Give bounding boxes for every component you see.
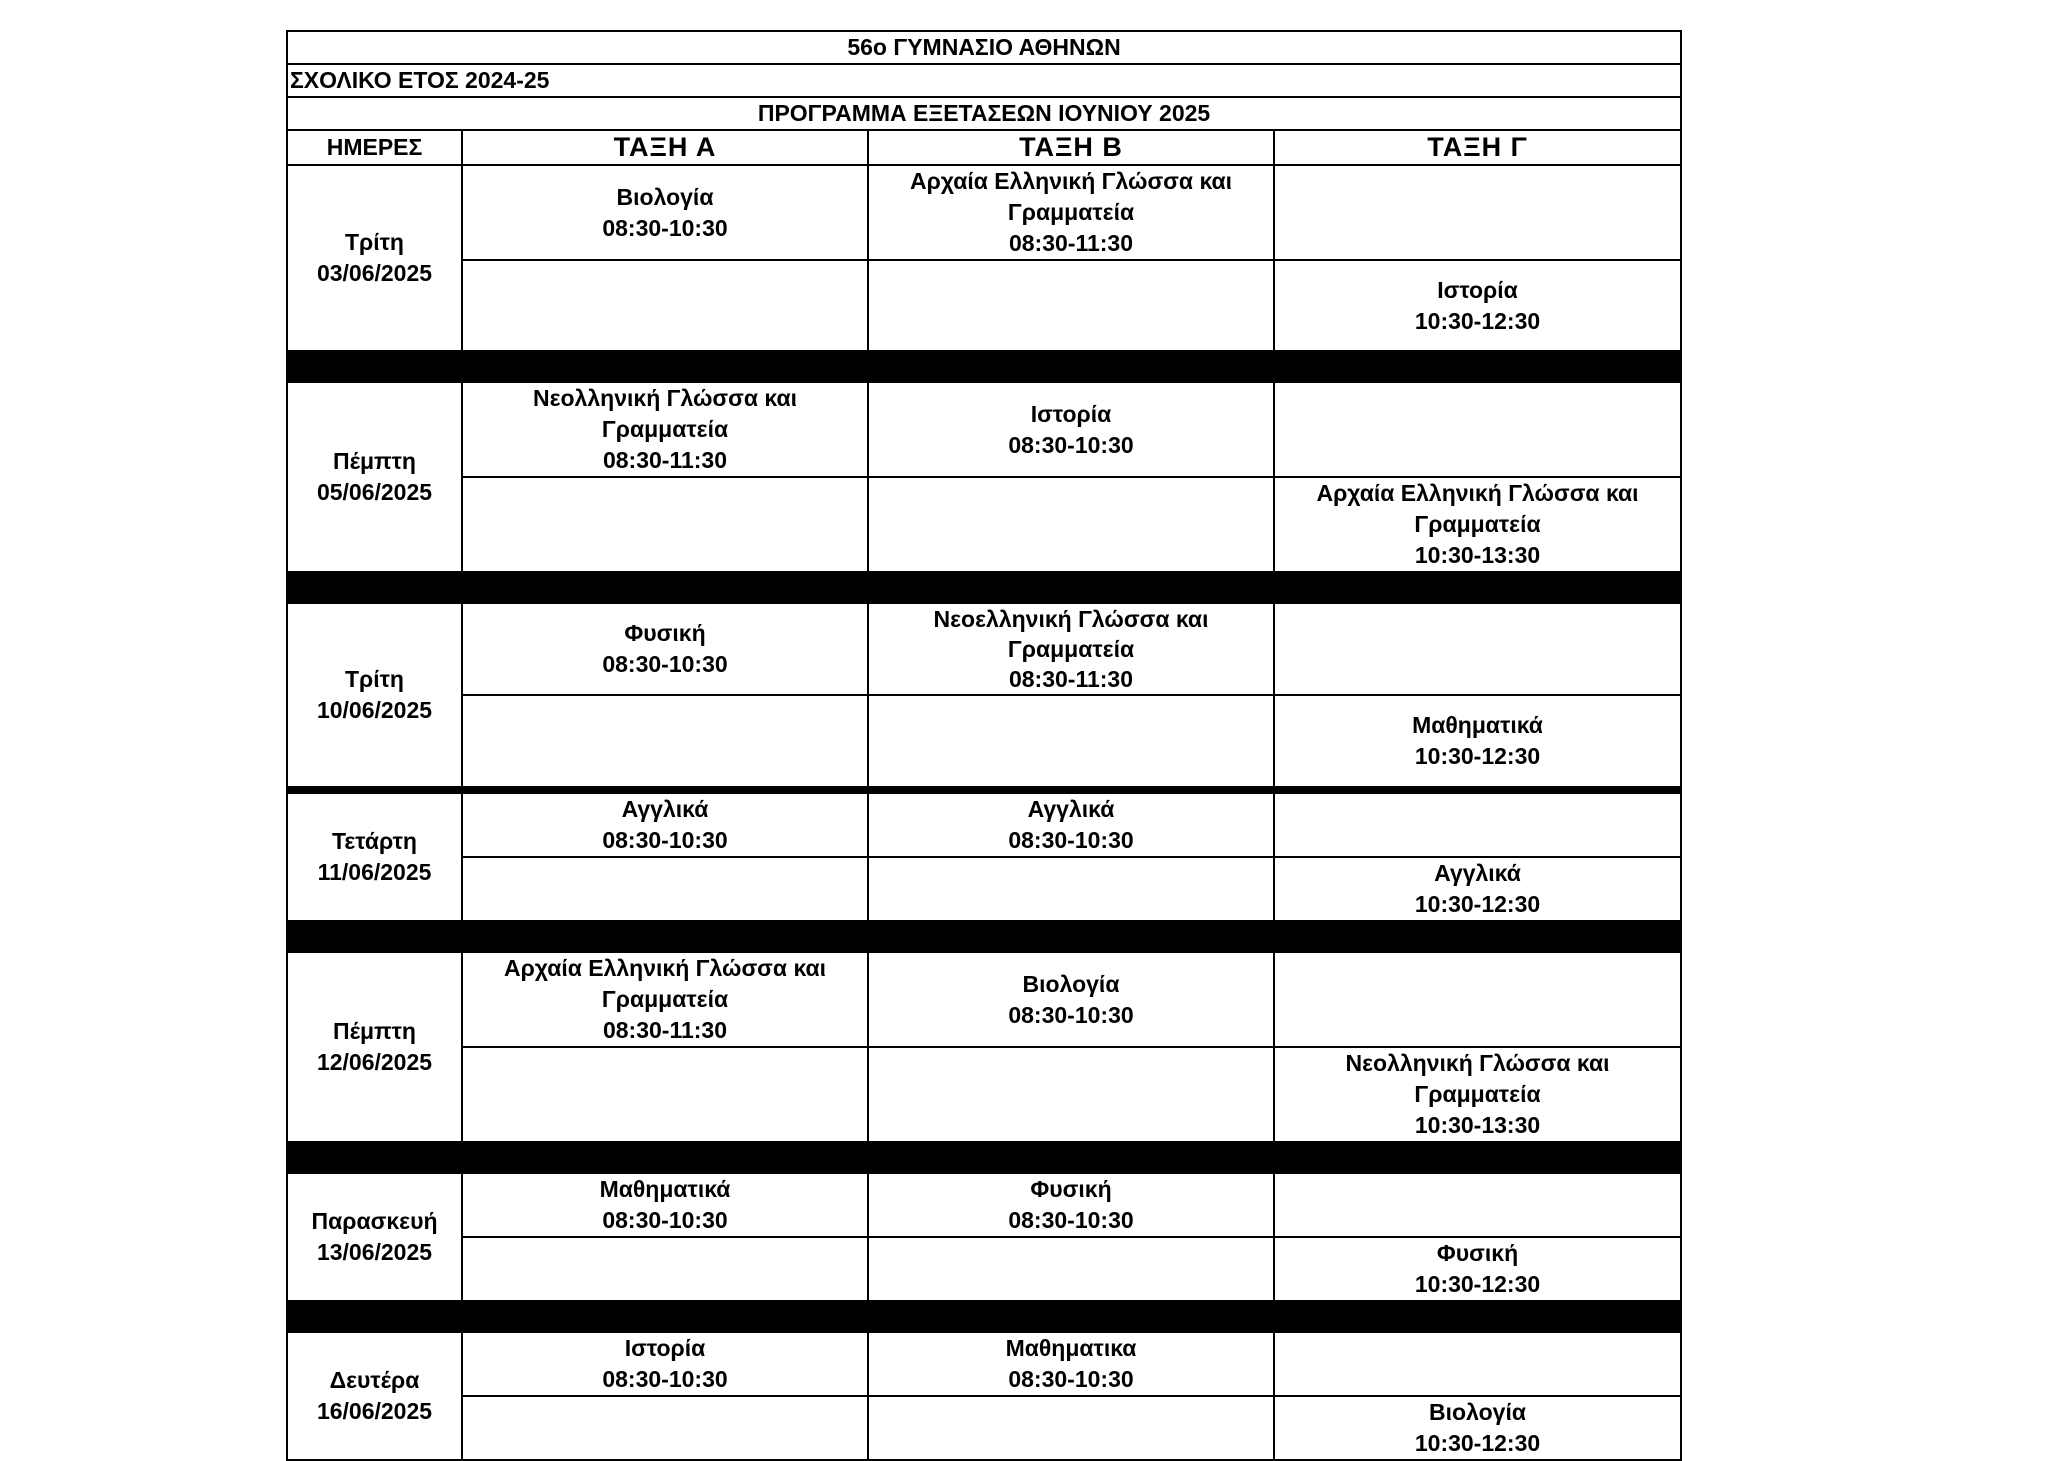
exam-cell-class-a xyxy=(462,1332,868,1396)
exam-subject xyxy=(1275,478,1680,540)
separator-row xyxy=(287,1142,1681,1173)
exam-cell-class-c xyxy=(1274,1396,1681,1460)
exam-cell-class-a xyxy=(462,260,868,351)
exam-cell-class-a xyxy=(462,1173,868,1237)
exam-cell-class-c xyxy=(1274,603,1681,695)
day-row-slot2 xyxy=(287,260,1681,351)
separator-row xyxy=(287,1301,1681,1332)
exam-cell-class-b xyxy=(868,260,1274,351)
day-row-slot1 xyxy=(287,793,1681,857)
exam-cell-class-b xyxy=(868,477,1274,572)
separator-row xyxy=(287,572,1681,603)
exam-time: 08:30-10:30 xyxy=(1008,1366,1134,1392)
exam-cell-class-b xyxy=(868,695,1274,787)
exam-cell-class-b xyxy=(868,1237,1274,1301)
exam-subject-line: Γραμματεία xyxy=(601,986,729,1012)
exam-cell-class-c xyxy=(1274,952,1681,1047)
exam-subject: Αγγλικά xyxy=(1434,860,1521,886)
exam-cell-class-a xyxy=(462,952,868,1047)
exam-time: 08:30-10:30 xyxy=(1008,827,1134,853)
day-row-slot1 xyxy=(287,165,1681,260)
day-label xyxy=(287,1332,462,1460)
exam-cell-class-b xyxy=(868,165,1274,260)
exam-cell-class-b xyxy=(868,1173,1274,1237)
exam-cell-class-a xyxy=(462,603,868,695)
weekday: Πέμπτη xyxy=(333,1018,416,1044)
school-row xyxy=(287,31,1681,64)
exam-cell-class-c xyxy=(1274,260,1681,351)
day-label xyxy=(287,1173,462,1301)
day-label xyxy=(287,603,462,787)
exam-time: 08:30-10:30 xyxy=(602,214,728,241)
exam-subject: Φυσική xyxy=(1030,1176,1112,1202)
weekday: Δευτέρα xyxy=(329,1367,420,1393)
exam-cell-class-c xyxy=(1274,1332,1681,1396)
exam-cell-class-a xyxy=(462,1396,868,1460)
separator-bar xyxy=(287,1301,1681,1332)
separator-row xyxy=(287,921,1681,952)
exam-subject: Ιστορία xyxy=(1437,276,1518,303)
exam-subject xyxy=(463,383,867,445)
class-a-column-header: ΤΑΞΗ Α xyxy=(462,130,868,165)
day-row-slot2 xyxy=(287,1396,1681,1460)
exam-time: 08:30-10:30 xyxy=(602,651,728,677)
exam-time: 08:30-10:30 xyxy=(1008,1001,1134,1028)
exam-time: 08:30-11:30 xyxy=(1008,230,1134,256)
separator-row xyxy=(287,351,1681,382)
exam-cell-class-b xyxy=(868,1332,1274,1396)
exam-cell-class-c xyxy=(1274,1173,1681,1237)
exam-cell-class-a xyxy=(462,477,868,572)
exam-cell-class-c xyxy=(1274,1047,1681,1142)
exam-subject-line: Αρχαία Ελληνική Γλώσσα και xyxy=(1316,480,1639,506)
exam-subject-line: Γραμματεία xyxy=(1007,636,1135,662)
exam-cell-class-b xyxy=(868,603,1274,695)
exam-subject xyxy=(869,166,1273,228)
school-name: 56o ΓΥΜΝΑΣΙΟ ΑΘΗΝΩΝ xyxy=(287,31,1681,64)
exam-cell-class-b xyxy=(868,857,1274,921)
day-label xyxy=(287,793,462,921)
program-title: ΠΡΟΓΡΑΜΜΑ ΕΞΕΤΑΣΕΩΝ ΙΟΥΝΙΟΥ 2025 xyxy=(287,97,1681,130)
class-b-column-header: ΤΑΞΗ Β xyxy=(868,130,1274,165)
weekday: Τρίτη xyxy=(345,229,404,255)
date: 03/06/2025 xyxy=(316,260,433,286)
exam-time: 08:30-10:30 xyxy=(1008,431,1134,458)
exam-time: 10:30-12:30 xyxy=(1414,891,1541,917)
exam-schedule-table xyxy=(286,30,1682,1461)
school-year-row xyxy=(287,64,1681,97)
exam-cell-class-a xyxy=(462,1047,868,1142)
exam-cell-class-b xyxy=(868,952,1274,1047)
exam-cell-class-a xyxy=(462,1237,868,1301)
exam-subject: Αγγλικά xyxy=(1027,796,1115,822)
exam-time: 08:30-10:30 xyxy=(1008,1207,1134,1233)
day-label xyxy=(287,952,462,1142)
date: 13/06/2025 xyxy=(316,1239,433,1265)
day-label xyxy=(287,165,462,351)
date: 16/06/2025 xyxy=(316,1398,433,1424)
exam-cell-class-b xyxy=(868,1396,1274,1460)
exam-subject-line: Γραμματεία xyxy=(601,416,729,442)
weekday: Τετάρτη xyxy=(332,828,417,854)
exam-time: 08:30-11:30 xyxy=(602,1017,728,1043)
exam-subject-line: Γραμματεία xyxy=(1414,511,1541,537)
exam-time: 10:30-13:30 xyxy=(1414,542,1541,568)
exam-cell-class-a xyxy=(462,857,868,921)
exam-subject-line: Γραμματεία xyxy=(1007,199,1135,225)
exam-subject-line: Νεολληνική Γλώσσα και xyxy=(532,385,797,411)
weekday: Τρίτη xyxy=(345,666,404,692)
exam-time: 08:30-10:30 xyxy=(602,1366,728,1392)
day-row-slot2 xyxy=(287,857,1681,921)
exam-cell-class-b xyxy=(868,1047,1274,1142)
class-c-column-header: ΤΑΞΗ Γ xyxy=(1274,130,1681,165)
exam-subject: Βιολογία xyxy=(616,183,714,210)
day-row-slot1 xyxy=(287,382,1681,477)
exam-time: 10:30-12:30 xyxy=(1414,1430,1541,1456)
exam-subject: Φυσική xyxy=(624,620,706,646)
exam-subject: Μαθηματικά xyxy=(1412,712,1543,738)
program-title-row xyxy=(287,97,1681,130)
exam-cell-class-c xyxy=(1274,477,1681,572)
day-row-slot1 xyxy=(287,603,1681,695)
weekday: Παρασκευή xyxy=(311,1208,438,1234)
exam-subject: Μαθηματικά xyxy=(599,1176,731,1202)
exam-cell-class-c xyxy=(1274,165,1681,260)
column-header-row xyxy=(287,130,1681,165)
exam-cell-class-a xyxy=(462,793,868,857)
date: 11/06/2025 xyxy=(317,859,432,885)
separator-bar xyxy=(287,1142,1681,1173)
exam-subject: Αγγλικά xyxy=(621,796,709,822)
date: 05/06/2025 xyxy=(316,479,433,505)
exam-time: 10:30-12:30 xyxy=(1414,1271,1541,1297)
school-year: ΣΧΟΛΙΚΟ ΕΤΟΣ 2024-25 xyxy=(287,64,1681,97)
day-row-slot2 xyxy=(287,1237,1681,1301)
weekday: Πέμπτη xyxy=(333,448,416,474)
exam-subject-line: Αρχαία Ελληνική Γλώσσα και xyxy=(909,168,1233,194)
day-row-slot2 xyxy=(287,1047,1681,1142)
exam-time: 08:30-11:30 xyxy=(602,447,728,473)
exam-subject-line: Νεολληνική Γλώσσα και xyxy=(1345,1050,1610,1076)
day-row-slot2 xyxy=(287,477,1681,572)
exam-cell-class-a xyxy=(462,165,868,260)
date: 10/06/2025 xyxy=(316,697,433,723)
day-row-slot1 xyxy=(287,1332,1681,1396)
exam-time: 08:30-10:30 xyxy=(602,1207,728,1233)
separator-bar xyxy=(287,572,1681,603)
exam-cell-class-b xyxy=(868,793,1274,857)
exam-time: 10:30-12:30 xyxy=(1414,307,1541,334)
exam-subject-line: Γραμματεία xyxy=(1414,1081,1541,1107)
exam-subject: Βιολογία xyxy=(1022,970,1120,997)
day-row-slot1 xyxy=(287,952,1681,1047)
exam-cell-class-c xyxy=(1274,382,1681,477)
exam-time: 10:30-12:30 xyxy=(1414,743,1541,769)
exam-time: 08:30-10:30 xyxy=(602,827,728,853)
separator-bar xyxy=(287,351,1681,382)
exam-time: 08:30-11:30 xyxy=(1008,666,1134,692)
exam-subject: Βιολογία xyxy=(1429,1399,1526,1425)
exam-cell-class-b xyxy=(868,382,1274,477)
exam-cell-class-c xyxy=(1274,695,1681,787)
exam-cell-class-a xyxy=(462,382,868,477)
days-column-header: ΗΜΕΡΕΣ xyxy=(287,130,462,165)
exam-subject: Ιστορία xyxy=(1030,400,1112,427)
exam-subject-line: Νεοελληνική Γλώσσα και xyxy=(933,606,1209,632)
exam-time: 10:30-13:30 xyxy=(1414,1112,1541,1138)
exam-subject xyxy=(869,604,1273,664)
exam-subject-line: Αρχαία Ελληνική Γλώσσα και xyxy=(503,955,827,981)
exam-subject xyxy=(463,953,867,1015)
day-row-slot2 xyxy=(287,695,1681,787)
exam-cell-class-a xyxy=(462,695,868,787)
day-row-slot1 xyxy=(287,1173,1681,1237)
exam-cell-class-c xyxy=(1274,1237,1681,1301)
date: 12/06/2025 xyxy=(316,1049,433,1075)
exam-cell-class-c xyxy=(1274,857,1681,921)
exam-cell-class-c xyxy=(1274,793,1681,857)
day-label xyxy=(287,382,462,572)
exam-subject: Φυσική xyxy=(1436,1240,1519,1266)
separator-bar xyxy=(287,921,1681,952)
exam-subject xyxy=(1275,1048,1680,1110)
exam-subject: Ιστορία xyxy=(624,1335,706,1361)
exam-subject: Μαθηματικα xyxy=(1005,1335,1137,1361)
